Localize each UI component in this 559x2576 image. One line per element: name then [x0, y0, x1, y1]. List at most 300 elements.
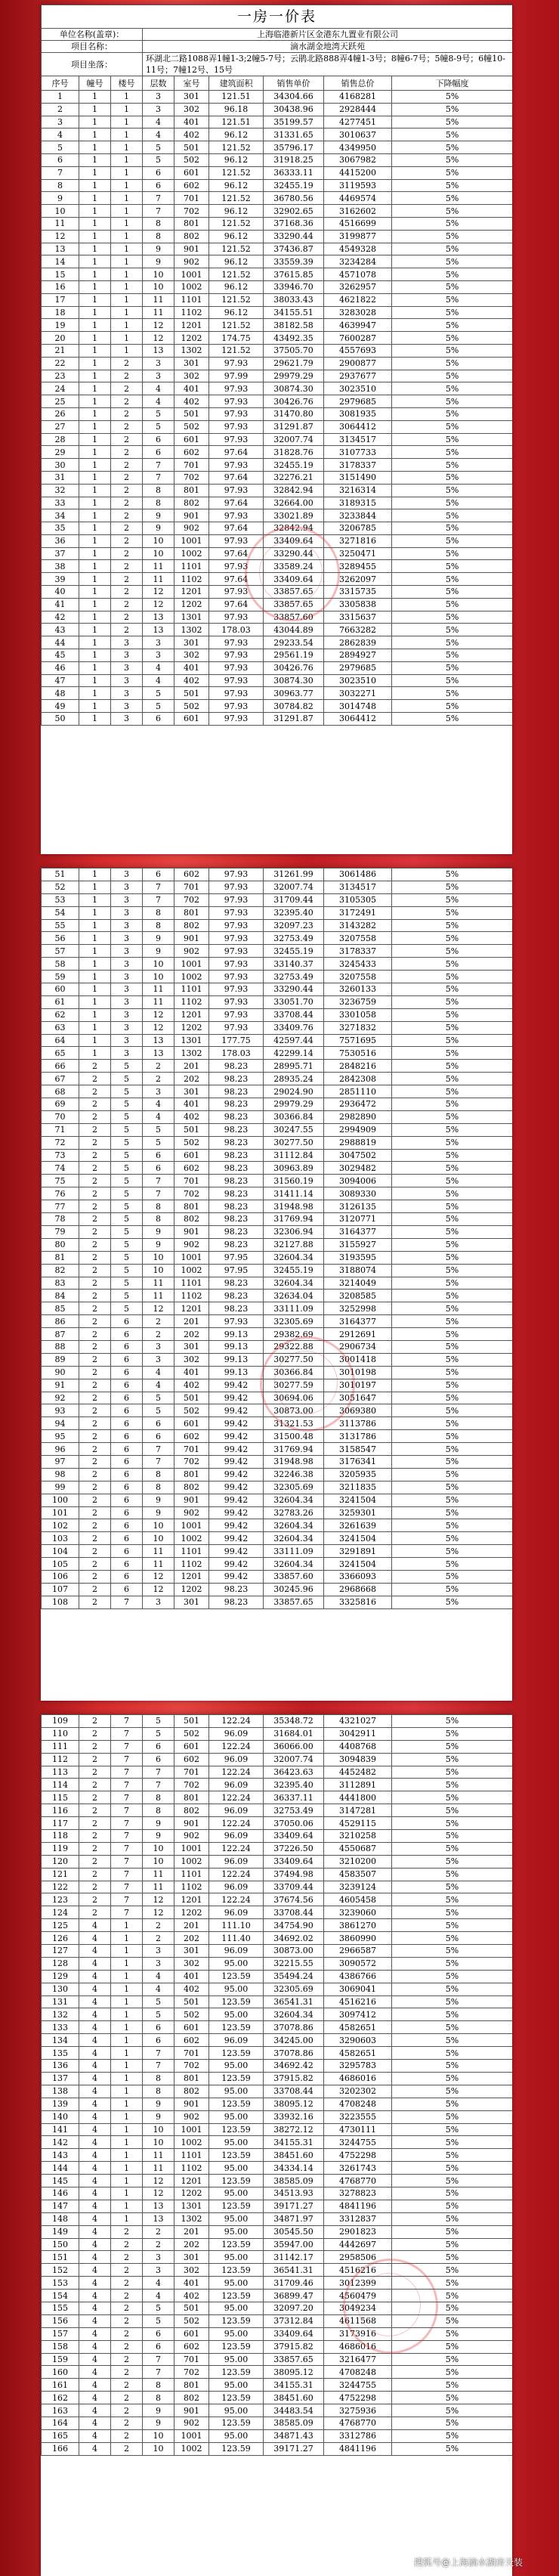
table-cell: 7 [143, 192, 174, 205]
table-cell: 95.00 [209, 2085, 264, 2098]
table-cell: 201 [174, 1060, 209, 1073]
table-cell: 7530516 [324, 1047, 392, 1060]
table-cell: 1102 [174, 573, 209, 586]
table-cell: 12 [143, 1893, 174, 1906]
table-cell: 501 [174, 1123, 209, 1136]
table-cell: 7 [143, 2047, 174, 2060]
table-cell: 31948.98 [264, 1200, 324, 1213]
table-cell: 97.64 [209, 446, 264, 459]
table-row [42, 661, 513, 674]
table-cell: 6 [111, 1366, 143, 1379]
table-cell: 99.42 [209, 1570, 264, 1583]
table-cell: 1 [79, 971, 111, 983]
table-cell: 126 [42, 1932, 79, 1945]
table-row [42, 1455, 513, 1468]
table-cell: 8 [143, 2379, 174, 2392]
table-cell: 104 [42, 1545, 79, 1558]
table-row [42, 995, 513, 1008]
table-cell: 154 [42, 2290, 79, 2302]
table-cell: 5% [392, 1340, 513, 1353]
table-cell: 2 [111, 484, 143, 497]
table-cell: 10 [143, 1842, 174, 1855]
table-cell: 10 [143, 1251, 174, 1264]
table-cell: 33857.65 [264, 2353, 324, 2366]
table-cell: 5% [392, 1008, 513, 1021]
table-cell: 12 [143, 598, 174, 611]
table-cell: 97.64 [209, 522, 264, 535]
table-cell: 5 [111, 1110, 143, 1123]
table-cell: 7 [143, 459, 174, 472]
table-row [42, 983, 513, 996]
table-cell: 151 [42, 2251, 79, 2264]
table-cell: 5% [392, 2200, 513, 2212]
table-cell: 32007.74 [264, 1753, 324, 1766]
table-cell: 31 [42, 471, 79, 484]
table-cell: 2 [79, 1893, 111, 1906]
table-cell: 2 [79, 1085, 111, 1098]
table-cell: 4752298 [324, 2149, 392, 2162]
table-cell: 30873.00 [264, 1404, 324, 1417]
table-row [42, 1881, 513, 1893]
table-cell: 38585.09 [264, 2417, 324, 2429]
table-cell: 3147281 [324, 1804, 392, 1817]
table-cell: 1101 [174, 2149, 209, 2162]
table-cell: 29621.79 [264, 357, 324, 370]
table-cell: 1 [79, 958, 111, 971]
table-cell: 32604.34 [264, 1251, 324, 1264]
table-cell: 33409.64 [264, 2327, 324, 2340]
table-cell: 5% [392, 2442, 513, 2455]
table-row [42, 958, 513, 971]
table-cell: 11 [143, 293, 174, 306]
table-cell: 3113786 [324, 1417, 392, 1430]
table-cell: 5% [392, 1455, 513, 1468]
table-cell: 99.42 [209, 1558, 264, 1571]
table-cell: 5% [392, 674, 513, 687]
table-cell: 502 [174, 1727, 209, 1740]
table-row [42, 1098, 513, 1111]
table-cell: 99.42 [209, 1519, 264, 1532]
table-row [42, 522, 513, 535]
table-cell: 29024.90 [264, 1085, 324, 1098]
table-cell: 5% [392, 547, 513, 560]
table-cell: 2848216 [324, 1060, 392, 1073]
table-cell: 3 [111, 700, 143, 713]
table-cell: 29979.29 [264, 370, 324, 382]
table-cell: 6 [143, 179, 174, 192]
table-cell: 3206785 [324, 522, 392, 535]
table-cell: 135 [42, 2047, 79, 2060]
table-cell: 2 [79, 1443, 111, 1456]
table-cell: 5% [392, 1906, 513, 1919]
table-cell: 9 [143, 2098, 174, 2110]
table-cell: 32664.00 [264, 497, 324, 509]
table-cell: 1201 [174, 1008, 209, 1021]
table-cell: 5% [392, 1353, 513, 1366]
table-cell: 122.24 [209, 1766, 264, 1779]
table-cell: 6 [111, 1558, 143, 1571]
table-cell: 402 [174, 1110, 209, 1123]
table-cell: 3 [143, 370, 174, 382]
table-cell: 3 [111, 1047, 143, 1060]
table-cell: 1202 [174, 1021, 209, 1034]
table-cell: 33409.64 [264, 573, 324, 586]
table-cell: 4 [79, 2162, 111, 2175]
table-cell: 32842.94 [264, 484, 324, 497]
table-cell: 3049234 [324, 2302, 392, 2314]
table-cell: 5 [111, 1085, 143, 1098]
table-row [42, 2442, 513, 2455]
table-cell: 88 [42, 1340, 79, 1353]
table-row [42, 484, 513, 497]
table-cell: 78 [42, 1213, 79, 1226]
table-cell: 1102 [174, 1881, 209, 1893]
table-cell: 5 [111, 1123, 143, 1136]
table-cell: 8 [143, 497, 174, 509]
table-cell: 1101 [174, 1868, 209, 1881]
table-cell: 99.13 [209, 1328, 264, 1341]
table-cell: 3261743 [324, 2162, 392, 2175]
table-cell: 1002 [174, 2442, 209, 2455]
table-cell: 3 [143, 357, 174, 370]
table-cell: 1 [79, 192, 111, 205]
table-cell: 1 [79, 713, 111, 726]
table-cell: 2 [111, 2417, 143, 2429]
table-cell: 5 [111, 1073, 143, 1085]
table-cell: 6 [111, 1404, 143, 1417]
table-cell: 7 [143, 1443, 174, 1456]
table-cell: 1 [79, 230, 111, 243]
table-cell: 97.93 [209, 995, 264, 1008]
table-cell: 401 [174, 382, 209, 395]
table-cell: 89 [42, 1353, 79, 1366]
table-cell: 38095.12 [264, 2098, 324, 2110]
table-cell: 5% [392, 2314, 513, 2327]
table-row [42, 1251, 513, 1264]
table-cell: 1 [111, 293, 143, 306]
table-row [42, 1830, 513, 1843]
table-cell: 4 [79, 2379, 111, 2392]
table-cell: 97.93 [209, 433, 264, 446]
table-cell: 110 [42, 1727, 79, 1740]
table-cell: 1 [79, 636, 111, 649]
table-row [42, 205, 513, 218]
table-cell: 2958506 [324, 2251, 392, 2264]
table-cell: 98.23 [209, 1175, 264, 1187]
table-cell: 38451.60 [264, 2392, 324, 2404]
table-cell: 5% [392, 2251, 513, 2264]
table-cell: 401 [174, 116, 209, 128]
table-row [42, 1213, 513, 1226]
table-cell: 7663282 [324, 624, 392, 636]
table-cell: 32305.69 [264, 1481, 324, 1494]
table-cell: 2 [111, 2302, 143, 2314]
table-row [42, 192, 513, 205]
table-cell: 99.13 [209, 1340, 264, 1353]
table-cell: 35348.72 [264, 1715, 324, 1728]
table-cell: 8 [143, 906, 174, 919]
table-cell: 1 [111, 2200, 143, 2212]
table-cell: 4516699 [324, 217, 392, 230]
table-cell: 901 [174, 1817, 209, 1830]
table-cell: 1 [111, 1919, 143, 1932]
table-cell: 1 [111, 268, 143, 281]
table-cell: 4 [79, 2047, 111, 2060]
table-cell: 1 [79, 395, 111, 408]
table-cell: 2 [111, 420, 143, 433]
table-cell: 302 [174, 649, 209, 662]
table-cell: 12 [143, 1302, 174, 1315]
table-cell: 32097.20 [264, 2302, 324, 2314]
table-cell: 3 [111, 636, 143, 649]
table-cell: 129 [42, 1970, 79, 1983]
table-cell: 34754.90 [264, 1919, 324, 1932]
table-cell: 12 [143, 1906, 174, 1919]
table-cell: 2968668 [324, 1583, 392, 1596]
table-cell: 139 [42, 2098, 79, 2110]
table-cell: 1 [79, 344, 111, 357]
table-cell: 5% [392, 1187, 513, 1200]
company-label: 单位名称(盖章)： [42, 29, 143, 41]
table-cell: 5 [111, 1187, 143, 1200]
table-row [42, 1715, 513, 1728]
table-cell: 95.00 [209, 2060, 264, 2073]
table-cell: 1202 [174, 1583, 209, 1596]
table-cell: 86 [42, 1315, 79, 1328]
table-cell: 10 [143, 971, 174, 983]
table-cell: 1301 [174, 611, 209, 624]
table-cell: 4 [143, 1098, 174, 1111]
table-cell: 1 [79, 243, 111, 255]
table-cell: 29233.54 [264, 636, 324, 649]
table-cell: 3 [143, 103, 174, 116]
table-row [42, 1766, 513, 1779]
table-cell: 3023510 [324, 674, 392, 687]
table-cell: 6 [143, 2340, 174, 2353]
table-cell: 97.64 [209, 547, 264, 560]
table-cell: 5 [111, 1200, 143, 1213]
table-cell: 2 [79, 1264, 111, 1277]
table-cell: 10 [143, 534, 174, 547]
table-cell: 34483.54 [264, 2404, 324, 2417]
table-cell: 3 [143, 1340, 174, 1353]
table-cell: 1 [79, 268, 111, 281]
table-cell: 106 [42, 1570, 79, 1583]
table-cell: 5% [392, 2162, 513, 2175]
table-cell: 1 [111, 2021, 143, 2034]
table-row [42, 674, 513, 687]
table-cell: 5% [392, 1021, 513, 1034]
table-row [42, 2110, 513, 2123]
table-cell: 131 [42, 1995, 79, 2008]
table-cell: 20 [42, 332, 79, 345]
table-cell: 13 [143, 624, 174, 636]
table-cell: 301 [174, 1596, 209, 1608]
table-cell: 2 [111, 2277, 143, 2290]
table-cell: 5% [392, 1162, 513, 1175]
table-cell: 2 [111, 2225, 143, 2238]
table-row [42, 1983, 513, 1995]
table-row [42, 971, 513, 983]
table-cell: 15 [42, 268, 79, 281]
table-cell: 3312786 [324, 2429, 392, 2442]
table-cell: 1 [79, 332, 111, 345]
table-cell: 5% [392, 2136, 513, 2149]
table-cell: 3216314 [324, 484, 392, 497]
table-cell: 127 [42, 1945, 79, 1958]
table-cell: 10 [143, 958, 174, 971]
table-cell: 5% [392, 395, 513, 408]
table-cell: 5 [143, 2008, 174, 2021]
table-cell: 4557693 [324, 344, 392, 357]
table-row [42, 433, 513, 446]
table-cell: 5% [392, 344, 513, 357]
table-cell: 4 [143, 1110, 174, 1123]
table-cell: 5% [392, 2047, 513, 2060]
table-cell: 2 [111, 2442, 143, 2455]
table-cell: 136 [42, 2060, 79, 2073]
table-cell: 5% [392, 1545, 513, 1558]
table-cell: 3029482 [324, 1162, 392, 1175]
table-cell: 702 [174, 2366, 209, 2379]
table-cell: 117 [42, 1817, 79, 1830]
table-cell: 1 [79, 217, 111, 230]
table-cell: 3260133 [324, 983, 392, 996]
table-cell: 3 [143, 1945, 174, 1958]
table-row [42, 243, 513, 255]
table-cell: 122.24 [209, 1817, 264, 1830]
table-cell: 3023510 [324, 382, 392, 395]
table-cell: 5 [111, 1251, 143, 1264]
table-row [42, 1149, 513, 1162]
table-cell: 3001418 [324, 1353, 392, 1366]
table-cell: 1 [79, 91, 111, 104]
table-cell: 7 [111, 1804, 143, 1817]
table-cell: 2982890 [324, 1110, 392, 1123]
table-cell: 4 [79, 1919, 111, 1932]
table-cell: 5% [392, 128, 513, 141]
table-cell: 5% [392, 2429, 513, 2442]
table-cell: 1 [111, 2047, 143, 2060]
table-cell: 3202302 [324, 2085, 392, 2098]
table-row [42, 1779, 513, 1791]
table-cell: 5% [392, 1098, 513, 1111]
table-cell: 5% [392, 1791, 513, 1804]
table-cell: 1301 [174, 2200, 209, 2212]
table-cell: 4 [79, 2290, 111, 2302]
table-cell: 3178337 [324, 945, 392, 958]
table-row [42, 1085, 513, 1098]
table-cell: 2 [79, 1906, 111, 1919]
table-cell: 4560479 [324, 2290, 392, 2302]
table-cell: 8 [143, 217, 174, 230]
table-cell: 2 [79, 1136, 111, 1149]
table-cell: 14 [42, 255, 79, 268]
table-cell: 5% [392, 1417, 513, 1430]
table-cell: 43492.35 [264, 332, 324, 345]
table-cell: 3012399 [324, 2277, 392, 2290]
table-cell: 32127.88 [264, 1238, 324, 1251]
table-row [42, 2277, 513, 2290]
table-cell: 3155927 [324, 1238, 392, 1251]
table-cell: 31142.17 [264, 2251, 324, 2264]
table-cell: 25 [42, 395, 79, 408]
table-cell: 42299.14 [264, 1047, 324, 1060]
table-cell: 2 [111, 433, 143, 446]
table-cell: 5 [111, 1290, 143, 1302]
table-cell: 9 [143, 2404, 174, 2417]
table-cell: 502 [174, 1136, 209, 1149]
table-cell: 3233844 [324, 509, 392, 522]
table-cell: 1 [79, 881, 111, 893]
table-row [42, 1123, 513, 1136]
table-cell: 7 [143, 2366, 174, 2379]
table-cell: 97.93 [209, 700, 264, 713]
header-cell: 下降幅度 [392, 76, 513, 91]
table-cell: 5% [392, 958, 513, 971]
table-row [42, 459, 513, 472]
table-cell: 4 [143, 1983, 174, 1995]
table-cell: 12 [143, 1021, 174, 1034]
table-cell: 21 [42, 344, 79, 357]
table-cell: 2 [111, 2429, 143, 2442]
table-cell: 7 [143, 1779, 174, 1791]
table-cell: 137 [42, 2072, 79, 2085]
table-cell: 4639947 [324, 319, 392, 332]
table-cell: 7 [111, 1842, 143, 1855]
table-cell: 3271832 [324, 1021, 392, 1034]
table-cell: 3199877 [324, 230, 392, 243]
table-cell: 121.52 [209, 166, 264, 179]
table-cell: 148 [42, 2212, 79, 2225]
table-cell: 901 [174, 1225, 209, 1238]
table-cell: 163 [42, 2404, 79, 2417]
table-cell: 6 [143, 2021, 174, 2034]
table-cell: 10 [143, 280, 174, 293]
table-cell: 1001 [174, 958, 209, 971]
table-cell: 3164377 [324, 1315, 392, 1328]
table-cell: 6 [111, 1392, 143, 1404]
table-cell: 10 [143, 1519, 174, 1532]
table-cell: 35199.57 [264, 116, 324, 128]
table-cell: 901 [174, 2404, 209, 2417]
table-cell: 901 [174, 2098, 209, 2110]
table-cell: 1001 [174, 268, 209, 281]
table-cell: 123.59 [209, 2314, 264, 2327]
table-cell: 4 [79, 2187, 111, 2200]
table-cell: 99.42 [209, 1392, 264, 1404]
table-cell: 99.42 [209, 1506, 264, 1519]
table-cell: 3283028 [324, 306, 392, 319]
table-cell: 97.93 [209, 382, 264, 395]
table-cell: 3090572 [324, 1957, 392, 1970]
table-cell: 2 [111, 598, 143, 611]
table-row [42, 268, 513, 281]
table-cell: 161 [42, 2379, 79, 2392]
table-row [42, 1034, 513, 1047]
table-cell: 5% [392, 919, 513, 932]
table-cell: 3120771 [324, 1213, 392, 1226]
table-cell: 2 [111, 2379, 143, 2392]
table-cell: 5% [392, 1970, 513, 1983]
table-cell: 96.12 [209, 306, 264, 319]
table-cell: 5% [392, 1868, 513, 1881]
table-cell: 31684.01 [264, 1727, 324, 1740]
table-row [42, 868, 513, 881]
table-cell: 59 [42, 971, 79, 983]
table-cell: 1 [79, 868, 111, 881]
table-cell: 1 [111, 230, 143, 243]
